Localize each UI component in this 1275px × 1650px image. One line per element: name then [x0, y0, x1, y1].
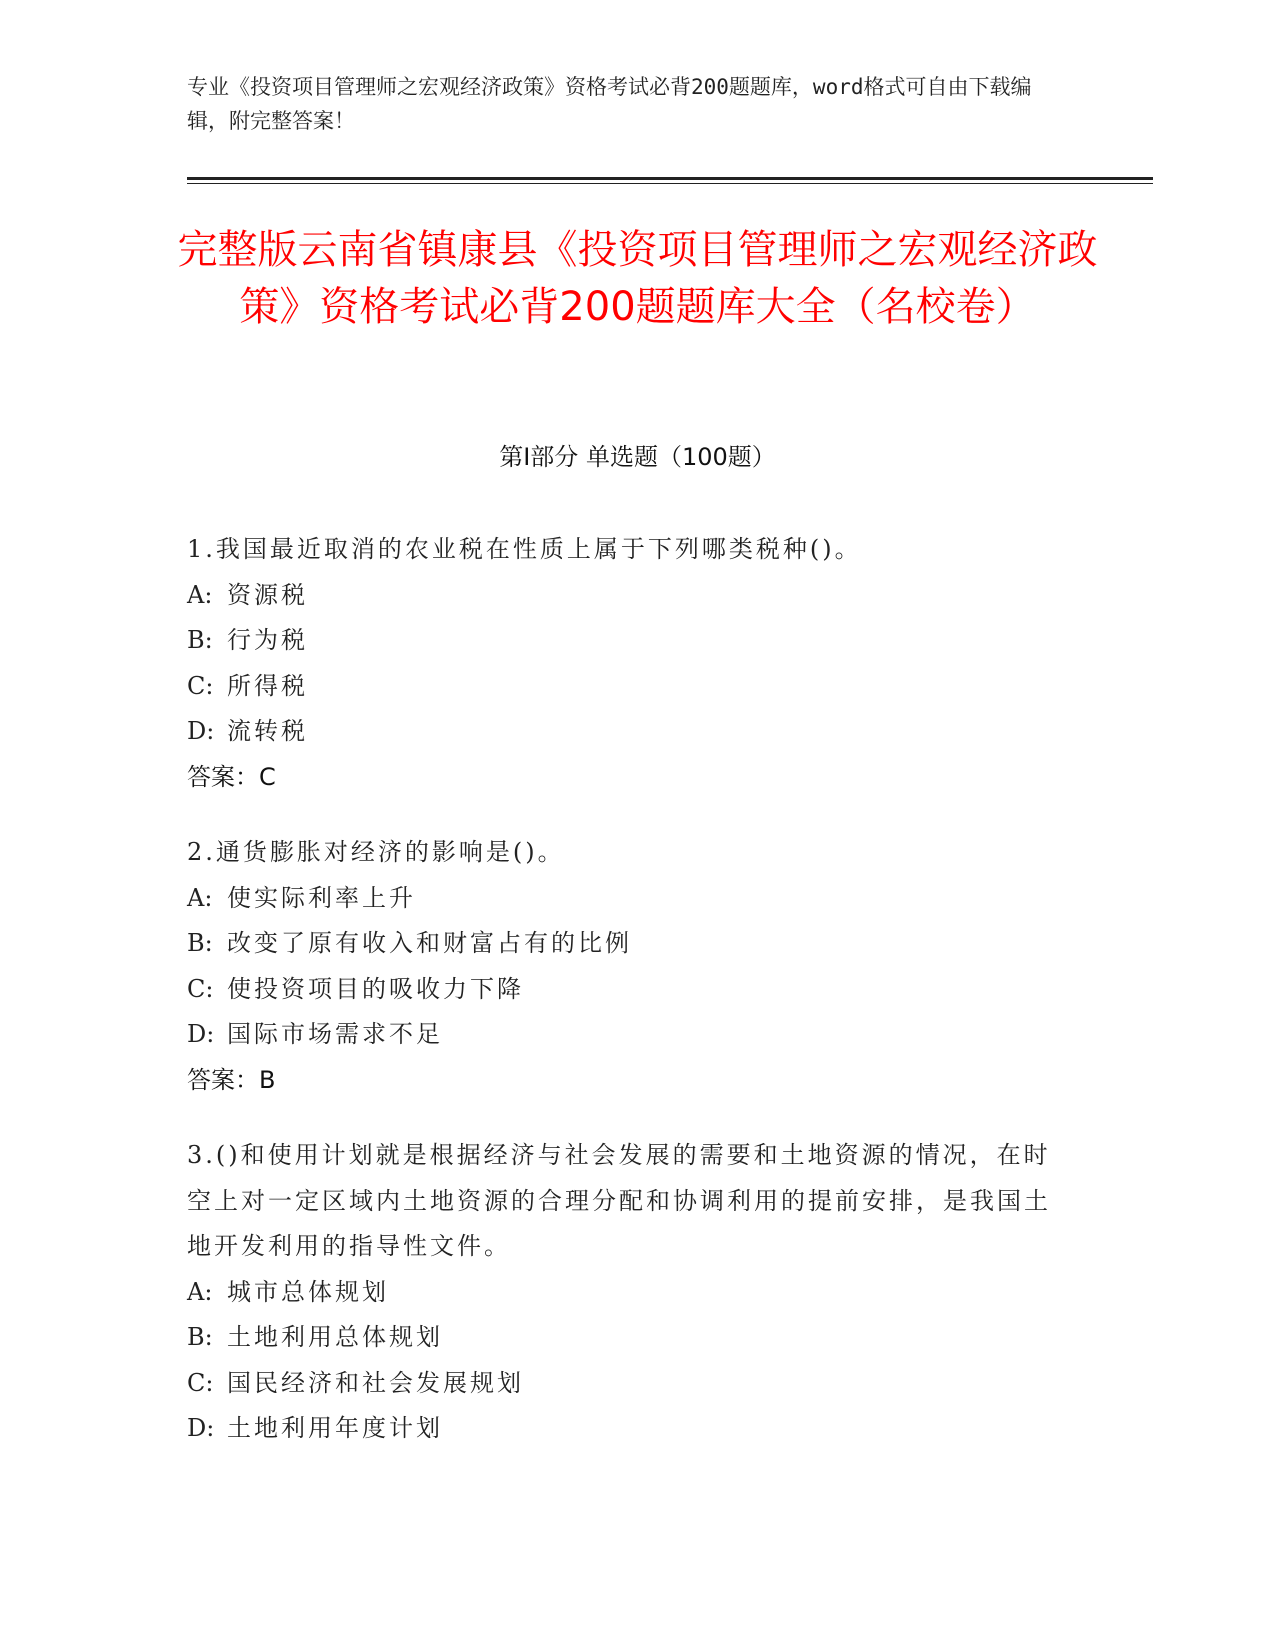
- option-label: B:: [187, 1323, 213, 1351]
- question-text: 2.通货膨胀对经济的影响是()。: [187, 838, 565, 866]
- option-label: A:: [187, 883, 213, 912]
- option-text: 土地利用总体规划: [227, 1323, 443, 1351]
- question-2: [187, 830, 1067, 1103]
- question-text: 3.()和使用计划就是根据经济与社会发展的需要和土地资源的情况，在时空上对一定区域内土地资源的合理分配和协调利用的提前安排，是我国土地开发利用的指导性文件。: [187, 1141, 1051, 1260]
- option-text: 资源税: [227, 580, 308, 609]
- option-c: [187, 664, 1067, 710]
- header-rule-thick: [187, 177, 1153, 180]
- option-b: [187, 618, 1067, 664]
- question-3: [187, 1133, 1067, 1452]
- option-b: [187, 1315, 1067, 1361]
- document-title: 完整版云南省镇康县《投资项目管理师之宏观经济政策》资格考试必背200题题库大全（名校卷）: [177, 227, 1098, 330]
- option-text: 改变了原有收入和财富占有的比例: [227, 929, 632, 957]
- option-text: 国民经济和社会发展规划: [227, 1368, 524, 1397]
- option-text: 行为税: [227, 626, 308, 654]
- option-label: D:: [187, 717, 215, 745]
- option-label: B:: [187, 929, 213, 957]
- option-label: C:: [187, 1368, 214, 1397]
- header-note: 专业《投资项目管理师之宏观经济政策》资格考试必背200题题库，word格式可自由下载编辑，附完整答案！: [187, 75, 1032, 133]
- option-a: [187, 1270, 1067, 1316]
- option-label: C:: [187, 671, 214, 700]
- option-a: [187, 876, 1067, 922]
- option-label: C:: [187, 974, 214, 1003]
- option-label: A:: [187, 580, 213, 609]
- option-a: [187, 573, 1067, 619]
- answer: 答案：C: [187, 762, 276, 791]
- option-text: 土地利用年度计划: [227, 1414, 443, 1442]
- option-label: D:: [187, 1020, 215, 1048]
- question-text: 1.我国最近取消的农业税在性质上属于下列哪类税种()。: [187, 535, 862, 563]
- option-c: [187, 967, 1067, 1013]
- header-rule-thin: [187, 183, 1153, 184]
- option-text: 所得税: [227, 671, 308, 700]
- option-text: 使投资项目的吸收力下降: [227, 974, 524, 1003]
- option-text: 城市总体规划: [227, 1277, 389, 1306]
- answer: 答案：B: [187, 1065, 276, 1094]
- option-text: 使实际利率上升: [227, 883, 416, 912]
- option-label: D:: [187, 1414, 215, 1442]
- option-b: [187, 921, 1067, 967]
- option-label: B:: [187, 626, 213, 654]
- section-title: 第Ⅰ部分 单选题（100题）: [499, 443, 776, 471]
- option-d: [187, 1406, 1067, 1452]
- option-c: [187, 1361, 1067, 1407]
- question-1: [187, 527, 1067, 800]
- option-text: 流转税: [227, 717, 308, 745]
- option-d: [187, 1012, 1067, 1058]
- question-list: [187, 527, 1067, 1482]
- option-d: [187, 709, 1067, 755]
- option-text: 国际市场需求不足: [227, 1020, 443, 1048]
- option-label: A:: [187, 1277, 213, 1306]
